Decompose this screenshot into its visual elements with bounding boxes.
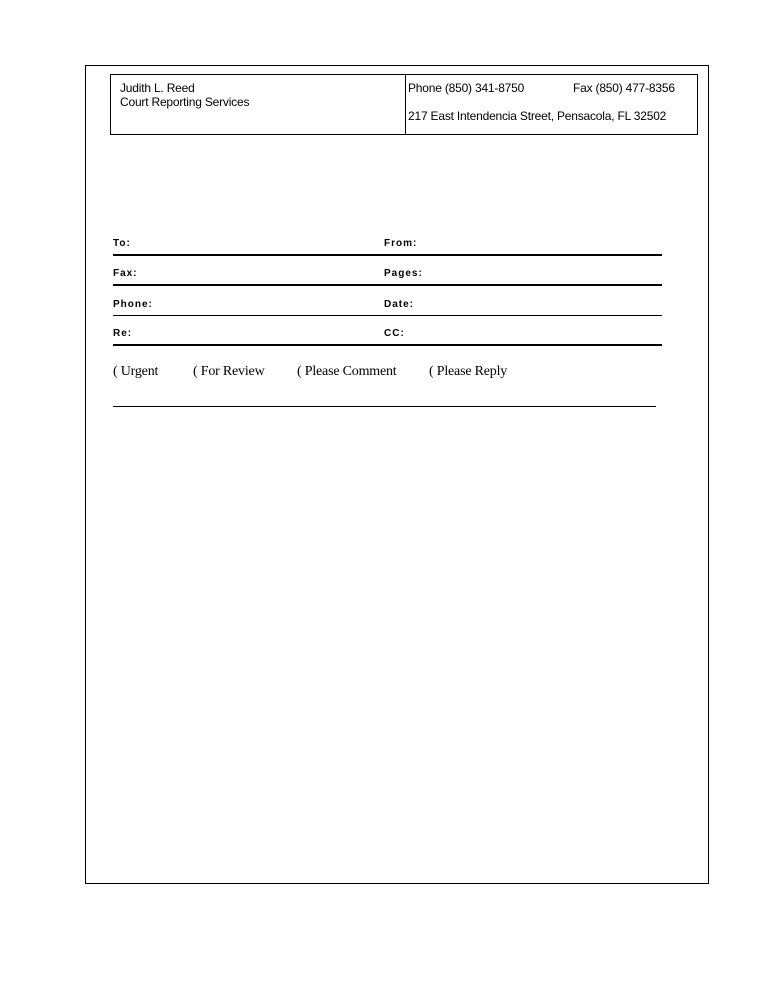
contact-fax: Fax (850) 477-8356: [573, 81, 675, 95]
contact-phone: Phone (850) 341-8750: [408, 81, 525, 95]
field-row-phone-date: [113, 286, 662, 316]
sender-company: Court Reporting Services: [120, 95, 250, 109]
date-label: Date:: [384, 299, 415, 310]
fax-fields: [113, 229, 662, 346]
letterhead-contact: [406, 75, 697, 134]
pages-label: Pages:: [384, 268, 423, 279]
field-row-re-cc: [113, 316, 662, 346]
letterhead-sender: [111, 75, 406, 134]
re-label: Re:: [113, 328, 133, 339]
to-label: To:: [113, 238, 131, 249]
fax-cover-page: [85, 65, 709, 884]
option-for-review[interactable]: ( For Review: [193, 364, 265, 379]
phone-label: Phone:: [113, 299, 153, 310]
option-please-reply[interactable]: ( Please Reply: [429, 364, 508, 379]
letterhead-box: [110, 74, 698, 135]
contact-address: 217 East Intendencia Street, Pensacola, FL 32502: [408, 109, 667, 123]
option-urgent[interactable]: ( Urgent: [113, 364, 159, 379]
from-label: From:: [384, 238, 418, 249]
fax-label: Fax:: [113, 268, 138, 279]
sender-name: Judith L. Reed: [120, 81, 195, 95]
field-row-fax-pages: [113, 256, 662, 286]
body-divider: [113, 406, 656, 407]
field-row-to-from: [113, 229, 662, 256]
option-please-comment[interactable]: ( Please Comment: [297, 364, 397, 379]
cc-label: CC:: [384, 328, 405, 339]
